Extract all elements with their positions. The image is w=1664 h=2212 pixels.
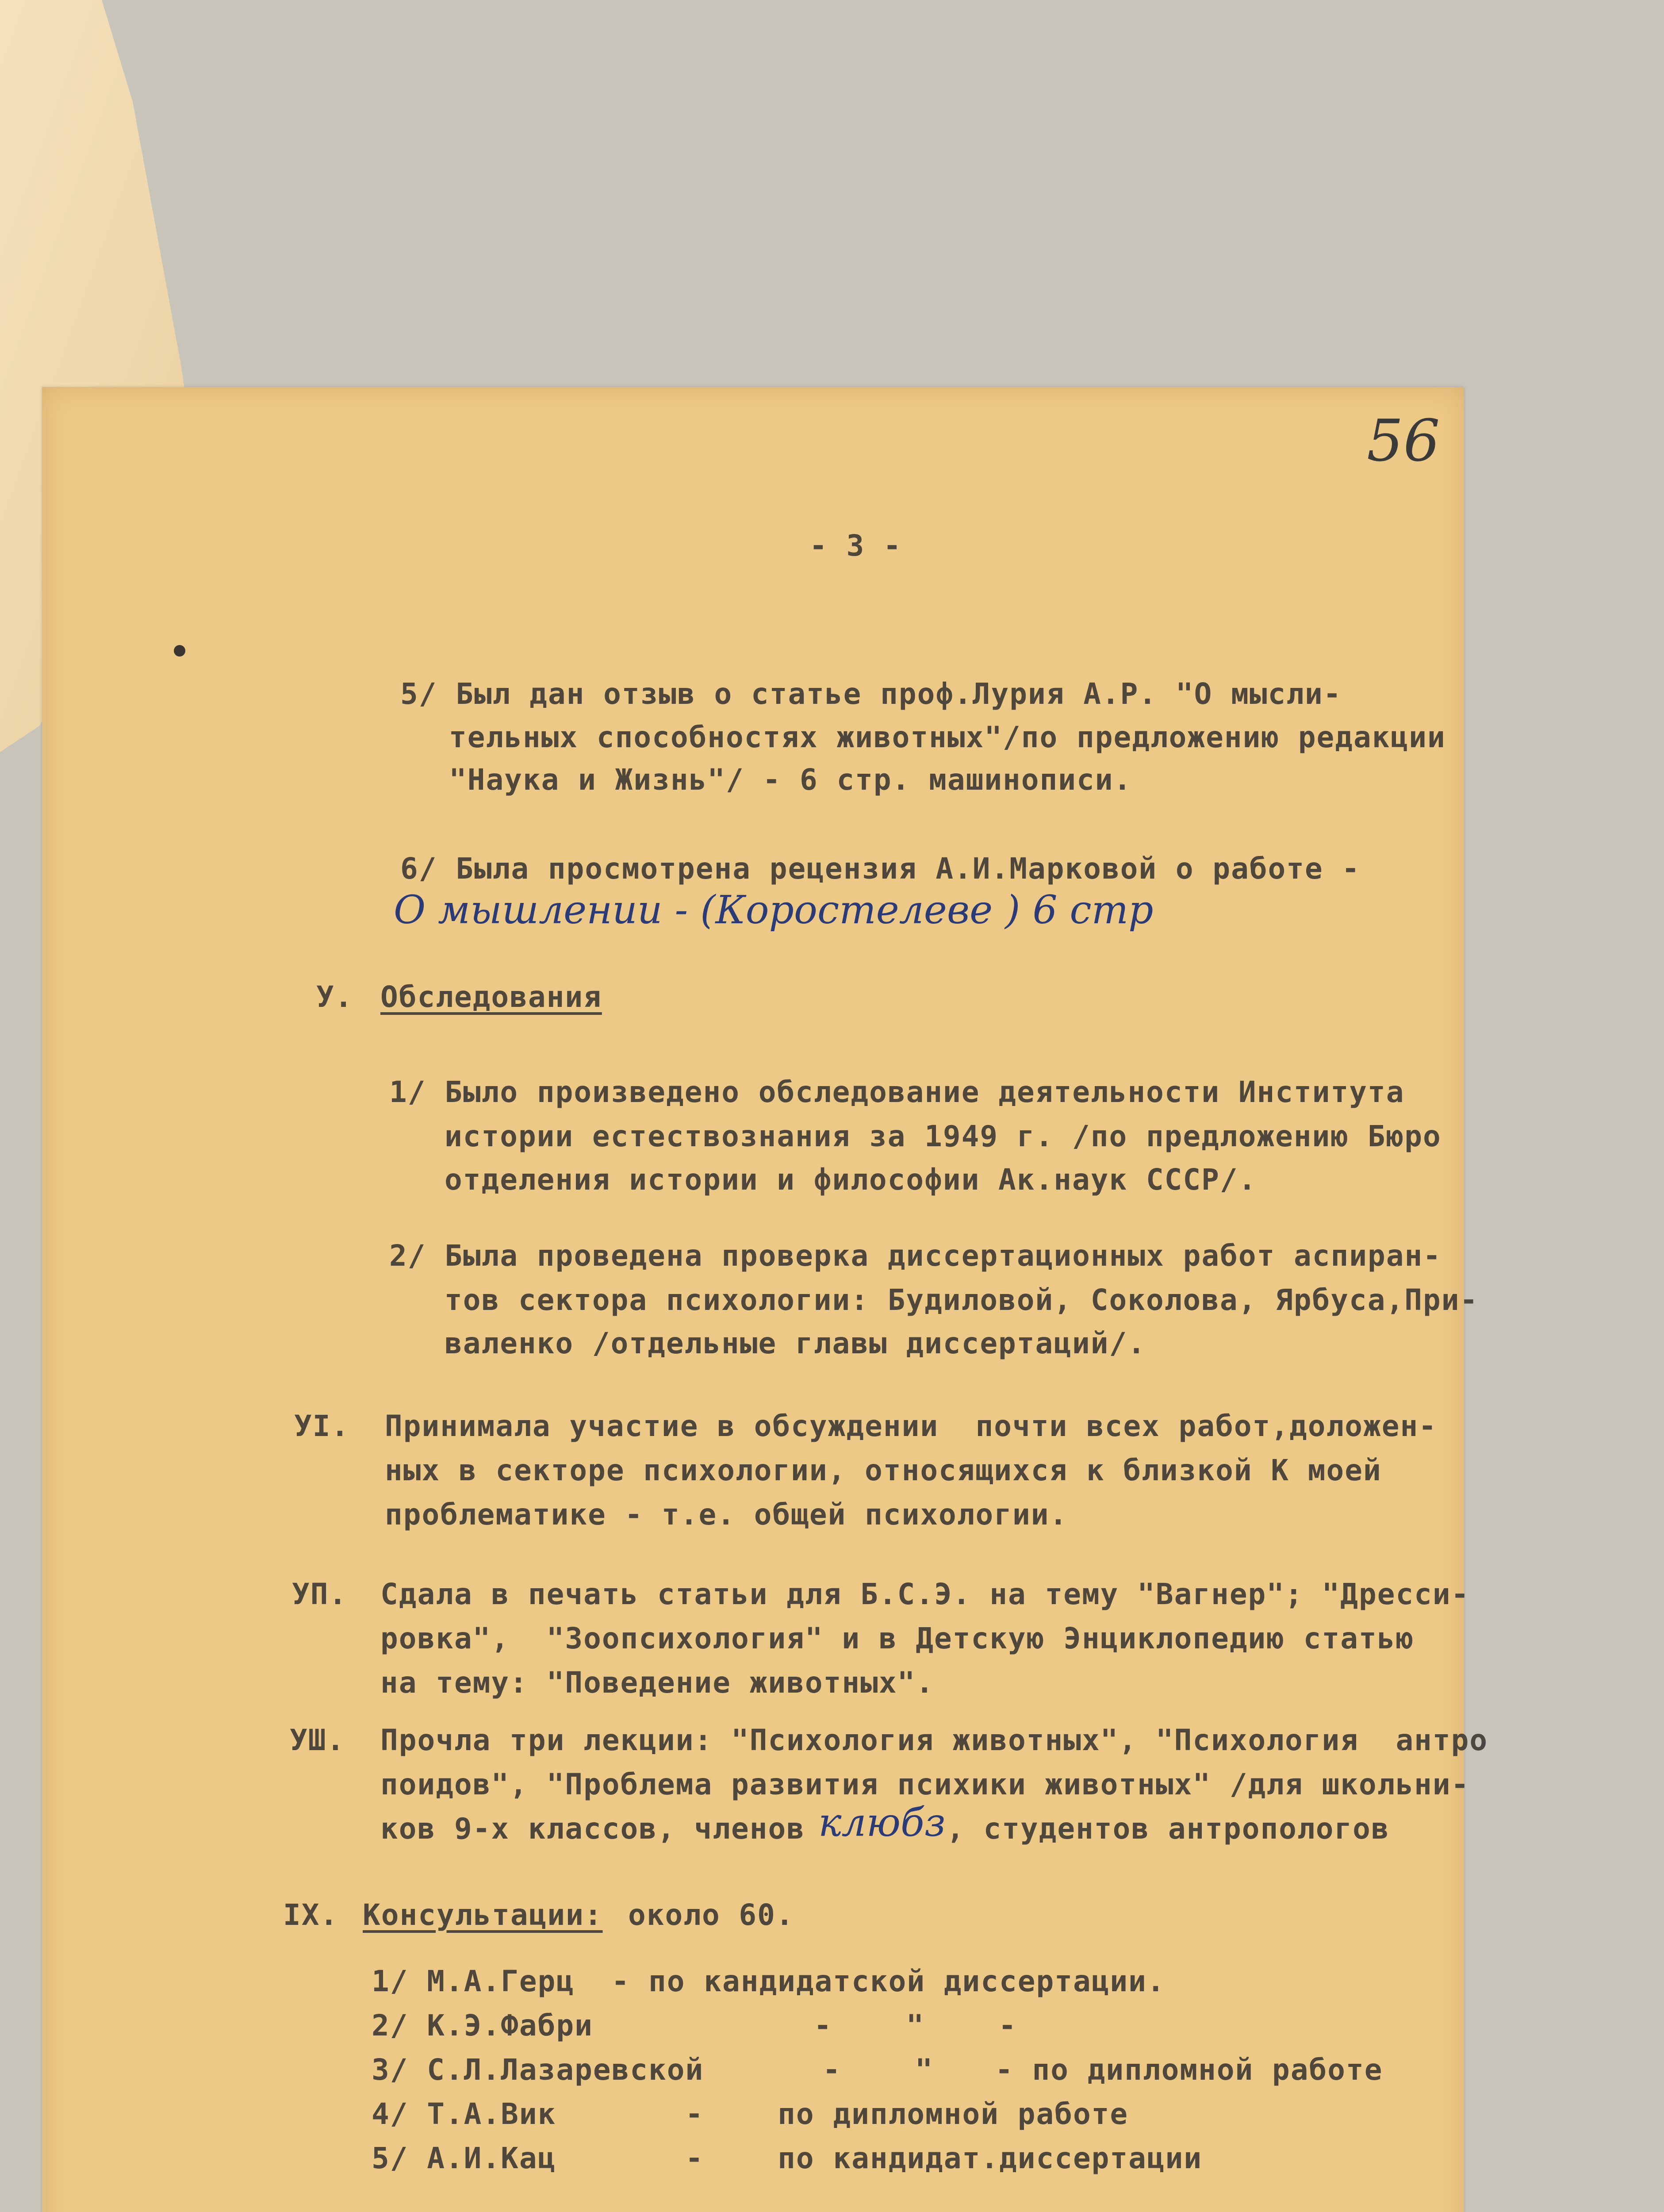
section-v-item1-line3: отделения истории и философии Ак.наук СССР/. (445, 1163, 1257, 1197)
item5-line1: 5/ Был дан отзыв о статье проф.Лурия А.Р. "О мысли- (400, 677, 1342, 711)
item5-line3: "Наука и Жизнь"/ - 6 стр. машинописи. (449, 763, 1132, 797)
consultation-3-name: 3/ С.Л.Лазаревской (372, 2053, 704, 2087)
section-vi-line3: проблематике - т.е. общей психологии. (385, 1498, 1068, 1532)
section-ix-numeral: IX. (283, 1898, 339, 1932)
section-viii-handwritten: клюбз (818, 1800, 946, 1845)
item6-handwritten-note: О мышлении - (Коростелеве ) 6 стр (394, 887, 1154, 933)
section-v-item2-line3: валенко /отдельные главы диссертаций/. (445, 1326, 1146, 1360)
item6-line1: 6/ Была просмотрена рецензия А.И.Марковой о работе - (400, 852, 1361, 886)
section-ix-title: Консультации: (363, 1898, 603, 1932)
section-v-item1-line2: истории естествознания за 1949 г. /по предложению Бюро (445, 1119, 1442, 1153)
section-ix-title-suffix: около 60. (628, 1898, 794, 1932)
ink-dot (174, 645, 185, 657)
item5-line2: тельных способностях животных"/по предложению редакции (449, 720, 1446, 754)
section-viii-line3b: , студентов антропологов (947, 1812, 1390, 1846)
section-v-item2-line1: 2/ Была проведена проверка диссертационных работ аспиран- (389, 1239, 1442, 1273)
section-v-title: Обследования (380, 980, 602, 1014)
archive-page-number: 56 (1367, 407, 1440, 474)
section-vii-line1: Сдала в печать статьи для Б.С.Э. на тему "Вагнер"; "Дресси- (380, 1577, 1470, 1611)
section-vi-numeral: УI. (294, 1409, 350, 1443)
consultation-2-name: 2/ К.Э.Фабри (372, 2008, 593, 2043)
section-v-item2-line2: тов сектора психологии: Будиловой, Соколова, Ярбуса,При- (445, 1283, 1479, 1317)
section-viii-numeral: УШ. (290, 1723, 345, 1757)
section-viii-line2: поидов", "Проблема развития психики животных" /для школьни- (380, 1767, 1470, 1801)
section-vi-line2: ных в секторе психологии, относящихся к близкой К моей (385, 1453, 1382, 1487)
consultation-2-ditto: - " - (814, 2008, 1017, 2043)
consultation-5: 5/ А.И.Кац - по кандидат.диссертации (372, 2141, 1203, 2175)
section-viii-line3a: ков 9-х классов, членов (380, 1812, 805, 1846)
section-v-item1-line1: 1/ Было произведено обследование деятельности Института (389, 1075, 1405, 1109)
consultation-1: 1/ М.А.Герц - по кандидатской диссертации. (372, 1964, 1166, 1998)
section-vii-numeral: УП. (292, 1577, 348, 1611)
page-header: - 3 - (809, 529, 902, 563)
consultation-3-ditto: - " (823, 2053, 934, 2087)
section-vii-line2: ровка", "Зоопсихология" и в Детскую Энциклопедию статью (380, 1621, 1415, 1655)
section-vii-line3: на тему: "Поведение животных". (380, 1666, 935, 1700)
consultation-4: 4/ Т.А.Вик - по дипломной работе (372, 2097, 1129, 2131)
section-vi-line1: Принимала участие в обсуждении почти всех работ,доложен- (385, 1409, 1437, 1443)
consultation-3-rest: - по дипломной работе (995, 2053, 1383, 2087)
section-viii-line1: Прочла три лекции: "Психология животных", "Психология антро (380, 1723, 1488, 1757)
section-v-numeral: У. (316, 980, 353, 1014)
